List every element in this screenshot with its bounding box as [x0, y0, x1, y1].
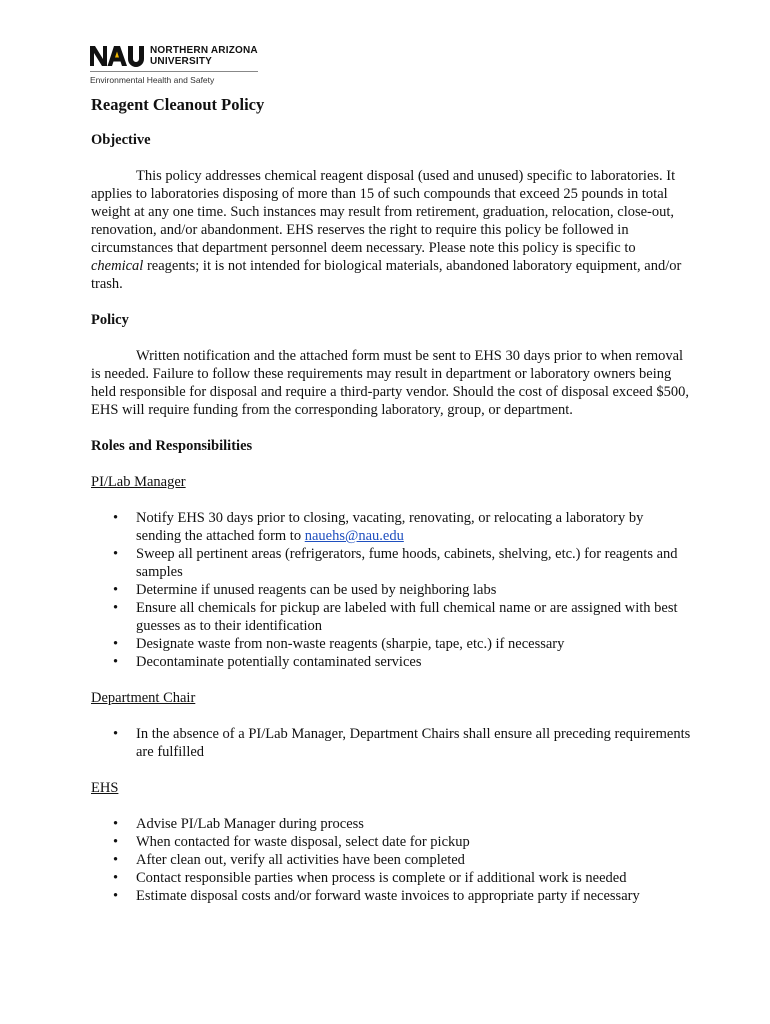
policy-paragraph: Written notification and the attached form must be sent to EHS 30 days prior to when removal is needed. Failure to follow these requirements may result in department or laboratory owners being held responsible for disposal and require a third-party vendor. Should the cost of disposal exceed $500, EHS will require funding from the corresponding laboratory, group, or department. — [91, 348, 689, 418]
list-item: • Designate waste from non-waste reagents (sharpie, tape, etc.) if necessary — [91, 635, 691, 653]
objective-heading: Objective — [91, 132, 151, 148]
list-item: • Sweep all pertinent areas (refrigerators, fume hoods, cabinets, shelving, etc.) for reagents and samples — [91, 545, 691, 581]
pi-lab-manager-list — [91, 509, 691, 671]
document-title: Reagent Cleanout Policy — [91, 95, 265, 114]
email-link[interactable]: nauehs@nau.edu — [304, 528, 404, 544]
policy-heading: Policy — [91, 312, 129, 328]
list-item: • Advise PI/Lab Manager during process — [91, 815, 691, 833]
objective-text-before: This policy addresses chemical reagent disposal (used and unused) specific to laboratories. It applies to laboratories disposing of more than 15 of such compounds that exceed 25 pounds in total weight at any one time. Such instances may result from retirement, graduation, relocation, close-out, renovation, and/or abandonment. EHS reserves the right to require this policy be followed in circumstances that department personnel deem necessary. Please note this policy is specific to — [91, 168, 676, 256]
logo-divider — [90, 71, 258, 72]
list-item-text: Notify EHS 30 days prior to closing, vacating, renovating, or relocating a laboratory by sending the attached form to — [136, 510, 644, 544]
pi-lab-manager-subheading: PI/Lab Manager — [91, 474, 186, 490]
list-item: • Estimate disposal costs and/or forward waste invoices to appropriate party if necessary — [91, 887, 691, 905]
department-name: Environmental Health and Safety — [90, 75, 215, 85]
list-item: • Decontaminate potentially contaminated services — [91, 653, 691, 671]
objective-paragraph — [91, 167, 691, 293]
department-chair-subheading: Department Chair — [91, 690, 196, 706]
list-item — [91, 509, 691, 545]
document-body — [91, 94, 691, 923]
ehs-list — [91, 815, 691, 905]
university-name-line1: NORTHERN ARIZONA — [150, 45, 258, 56]
nau-logo — [90, 44, 260, 88]
university-name-line2: UNIVERSITY — [150, 56, 213, 67]
list-item: • Determine if unused reagents can be used by neighboring labs — [91, 581, 691, 599]
list-item: • Ensure all chemicals for pickup are labeled with full chemical name or are assigned with best guesses as to their identification — [91, 599, 691, 635]
list-item: • In the absence of a PI/Lab Manager, Department Chairs shall ensure all preceding requirements are fulfilled — [91, 725, 691, 761]
objective-emphasis: chemical — [91, 258, 144, 274]
objective-text-after: reagents; it is not intended for biological materials, abandoned laboratory equipment, and/or trash. — [91, 258, 682, 292]
list-item: • When contacted for waste disposal, select date for pickup — [91, 833, 691, 851]
nau-logo-mark-icon — [90, 44, 148, 68]
department-chair-list — [91, 725, 691, 761]
list-item: • After clean out, verify all activities have been completed — [91, 851, 691, 869]
roles-heading: Roles and Responsibilities — [91, 438, 253, 454]
list-item: • Contact responsible parties when process is complete or if additional work is needed — [91, 869, 691, 887]
ehs-subheading: EHS — [91, 780, 119, 796]
